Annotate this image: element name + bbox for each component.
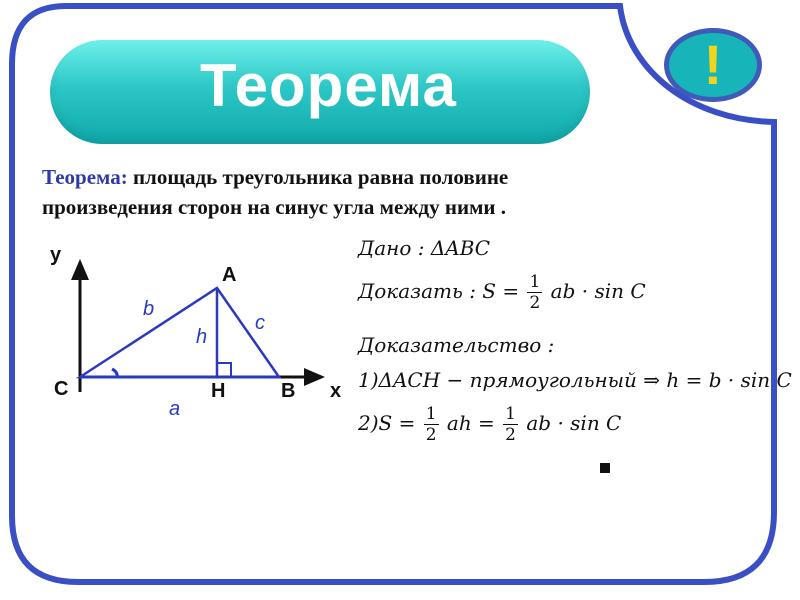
theorem-text: площадь треугольника равна половине произведения сторон на синус угла между ними . [42, 165, 509, 219]
right-angle-mark [217, 363, 231, 377]
side-a-label: a [169, 398, 181, 420]
proof-step-1: 1)ΔACH − прямоугольный ⇒ h = b · sin C [358, 368, 792, 392]
prove-prefix: Доказать : S = [358, 279, 520, 303]
vertex-c-label: С [54, 378, 69, 400]
fraction-one-half [527, 272, 542, 313]
banner-title: Теорема [200, 52, 457, 119]
prove-line [358, 272, 646, 313]
fraction-numerator: 1 [529, 272, 541, 292]
theorem-lead: Теорема: [42, 165, 128, 189]
prove-suffix: ab · sin C [550, 279, 646, 303]
fraction-denominator: 2 [505, 425, 516, 445]
fraction-one-half [424, 404, 439, 445]
vertex-a-label: А [222, 264, 237, 286]
proof-label: Доказательство : [358, 333, 555, 357]
proof-step-2 [358, 404, 621, 445]
step2-mid: ah = [446, 411, 495, 435]
vertex-h-label: Н [211, 380, 226, 402]
fraction-denominator: 2 [425, 425, 437, 445]
fraction-numerator: 1 [425, 404, 437, 424]
axis-x-label: х [330, 380, 342, 402]
fraction-denominator: 2 [529, 293, 541, 313]
side-b-label: b [143, 298, 155, 320]
vertex-b-label: В [281, 380, 296, 402]
given-line: Дано : ΔABC [358, 236, 491, 260]
exclamation-icon: ! [703, 33, 723, 96]
fraction-one-half [503, 404, 518, 445]
height-h-label: h [196, 326, 208, 348]
fraction-numerator: 1 [505, 404, 516, 424]
side-c-label: c [255, 312, 265, 334]
step2-suffix: ab · sin C [526, 411, 622, 435]
triangle-abc [80, 288, 279, 377]
step2-prefix: 2)S = [358, 411, 416, 435]
axis-y-label: у [50, 244, 62, 266]
qed-square-icon [600, 463, 610, 473]
